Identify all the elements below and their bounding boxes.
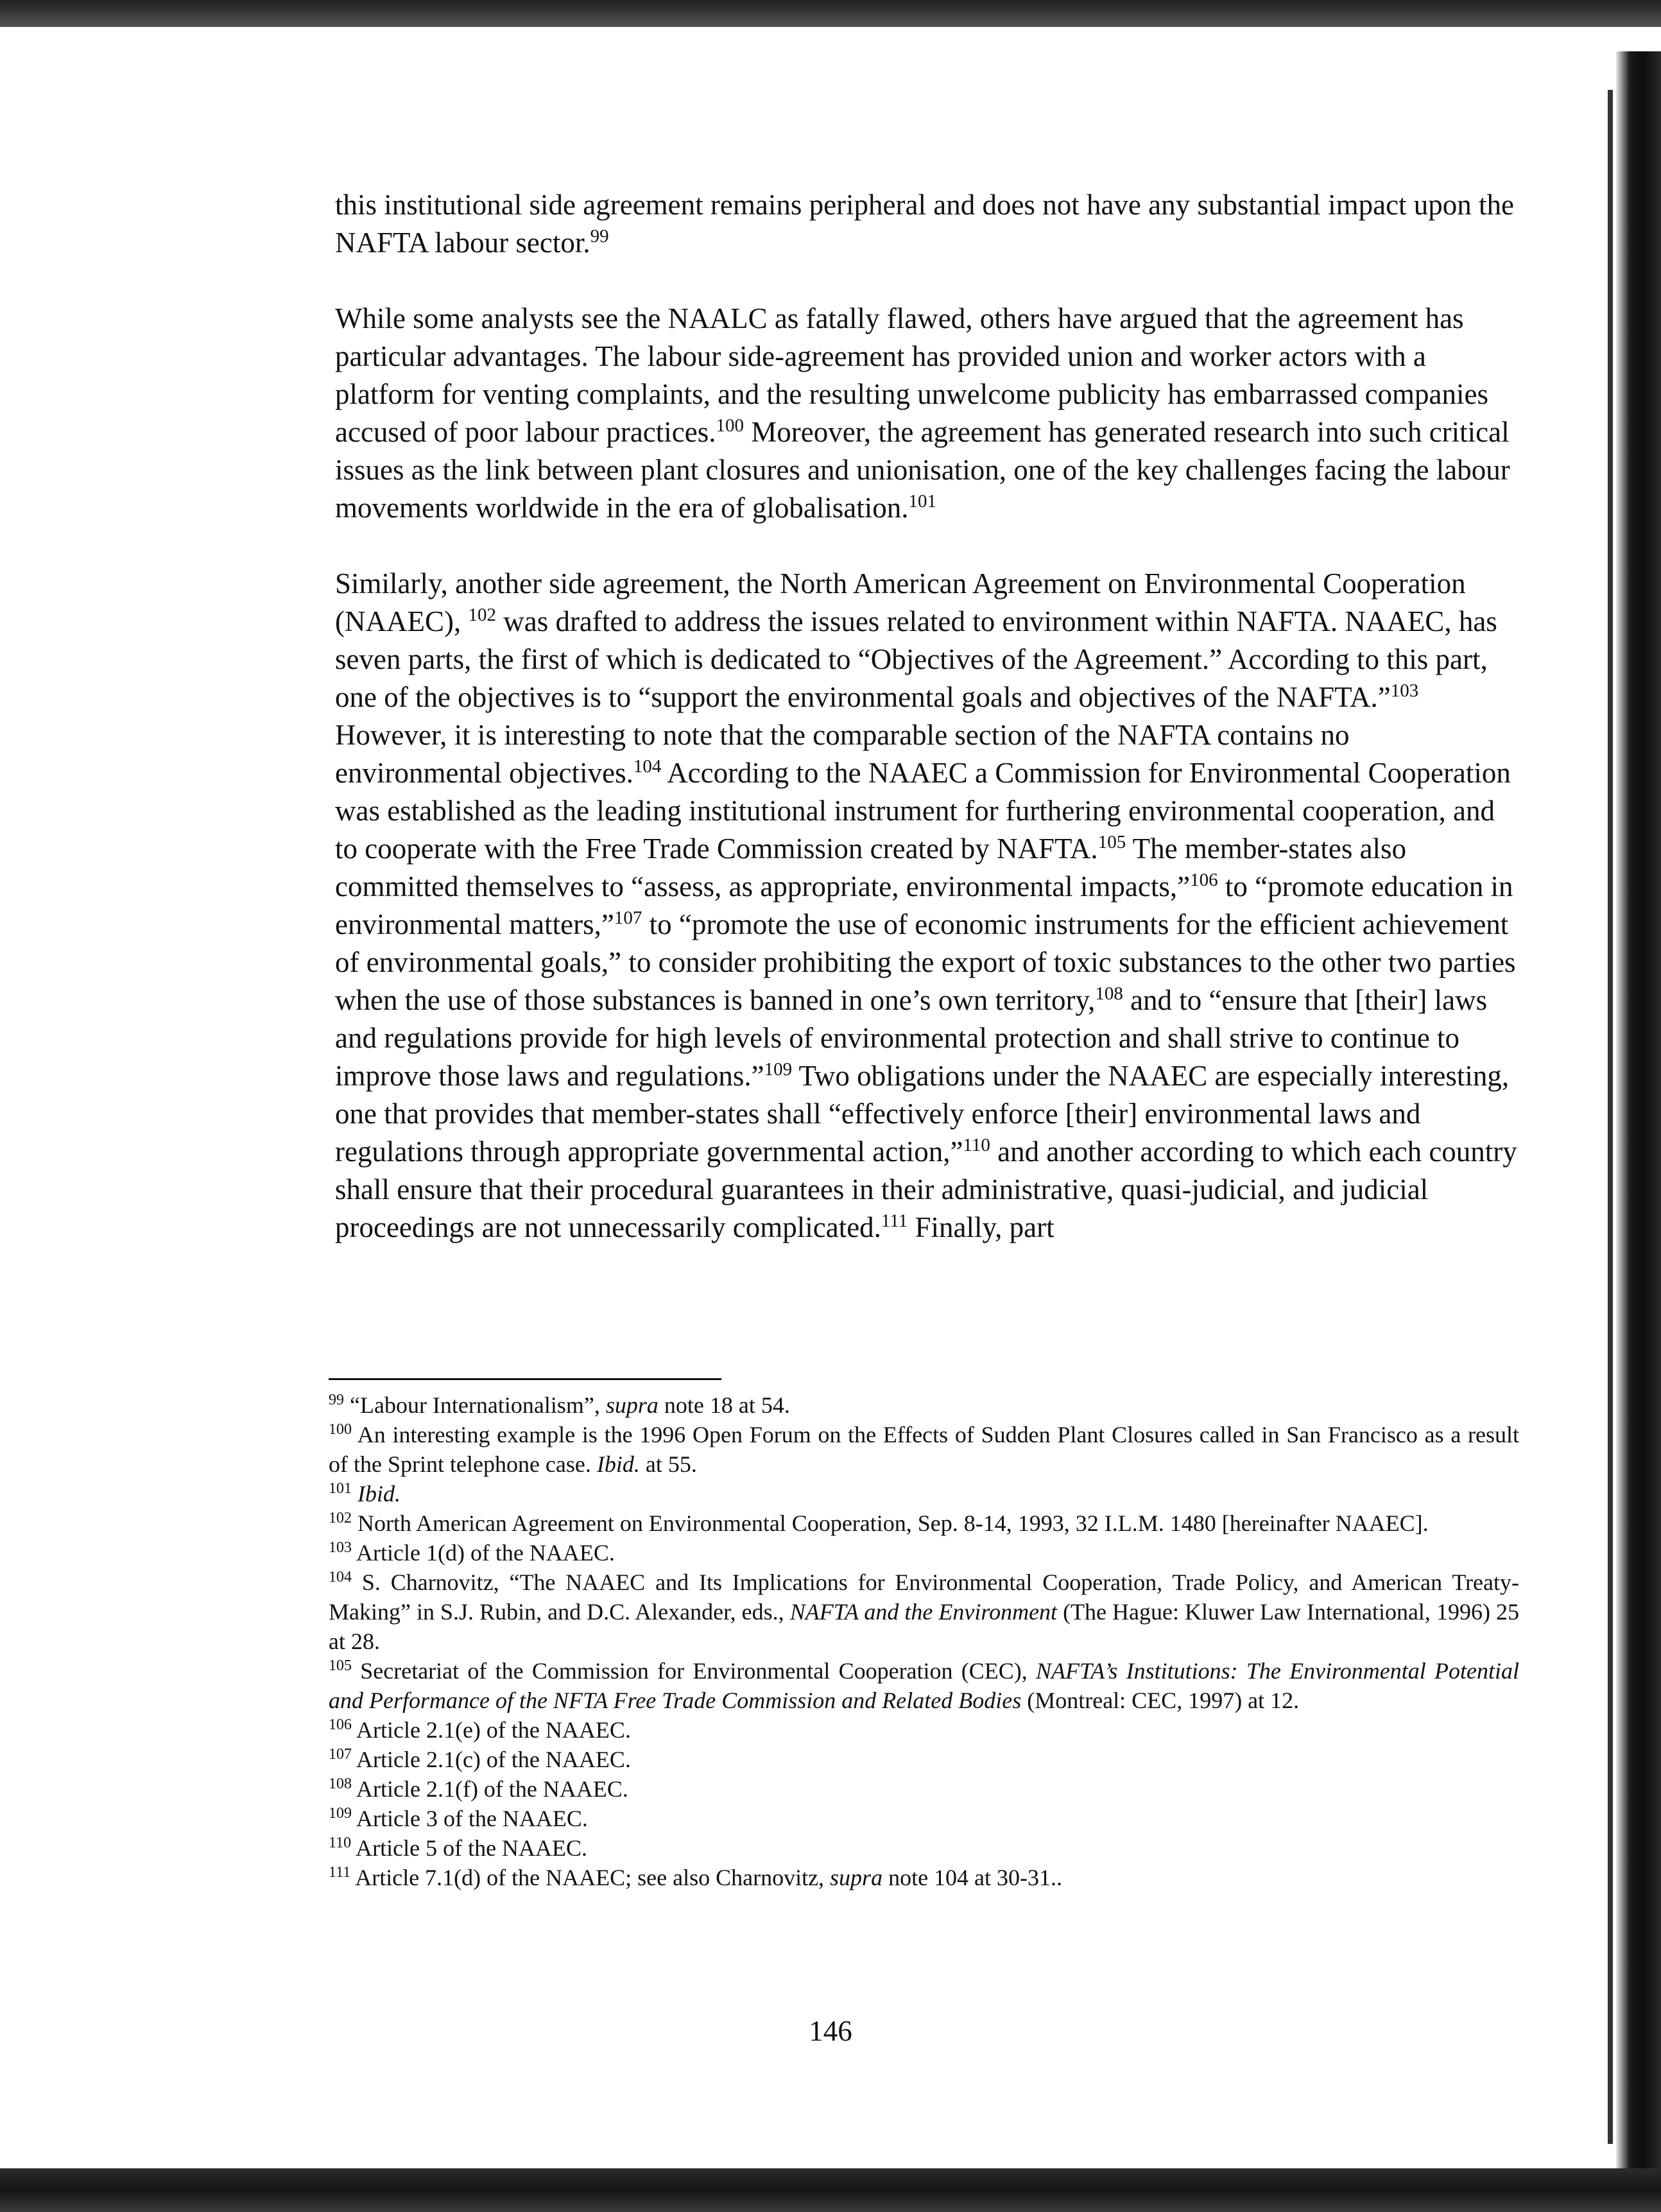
footnote-reference: 102 — [468, 605, 496, 625]
paragraph-text: Two obligations under the NAAEC are especially interesting, one that provides that member-states shall “effectively enforce [their] environmental laws and regulations through appropriate governmental action,” — [335, 1060, 1510, 1168]
paragraph-text: was drafted to address the issues related to environment within NAFTA. NAAEC, has seven parts, the first of which is dedicated to “Objectives of the Agreement.” According to this part, one of the objectives is to “support the environmental goals and objectives of the NAFTA.” — [335, 605, 1497, 713]
footnote — [329, 1774, 1519, 1804]
footnote-text: North American Agreement on Environmental Cooperation, Sep. 8-14, 1993, 32 I.L.M. 1480 [hereinafter NAAEC]. — [357, 1510, 1429, 1536]
footnote-text: Article 2.1(e) of the NAAEC. — [356, 1717, 631, 1743]
footnote — [329, 1863, 1519, 1892]
footnotes — [329, 1390, 1519, 1892]
footnote — [329, 1538, 1519, 1568]
footnote-italic-text: Ibid. — [596, 1451, 640, 1477]
footnote-reference: 110 — [963, 1135, 990, 1155]
paragraph-text: Finally, part — [908, 1211, 1054, 1243]
body-paragraph — [335, 300, 1519, 527]
footnote-text: Article 7.1(d) of the NAAEC; see also Charnovitz, — [355, 1865, 830, 1890]
footnote — [329, 1479, 1519, 1508]
footnote — [329, 1745, 1519, 1774]
page-number: 146 — [809, 2015, 852, 2047]
paragraph-text: and to “ensure that [their] laws and regulations provide for high levels of environmental protection and shall strive to continue to improve those laws and regulations.” — [335, 984, 1488, 1092]
footnote-text: (Montreal: CEC, 1997) at 12. — [1021, 1688, 1300, 1713]
footnote-number: 108 — [329, 1776, 352, 1792]
footnote-text: Article 1(d) of the NAAEC. — [356, 1540, 615, 1566]
footnote-italic-text: supra — [605, 1392, 658, 1418]
footnote-text: Article 5 of the NAAEC. — [356, 1835, 588, 1861]
footnote-number: 107 — [329, 1746, 352, 1763]
body-paragraph — [335, 565, 1519, 1247]
paragraph-text: Moreover, the agreement has generated research into such critical issues as the link between plant closures and unionisation, one of the key challenges facing the labour movements worldwide in the era of globalisation. — [335, 416, 1510, 524]
footnote-text: Secretariat of the Commission for Environmental Cooperation (CEC), — [360, 1658, 1037, 1684]
footnote-number: 99 — [329, 1392, 344, 1408]
footnote — [329, 1568, 1519, 1656]
footnote-number: 105 — [329, 1657, 352, 1674]
paragraph-text: The member-states also committed themselves to “assess, as appropriate, environmental impacts,” — [335, 833, 1407, 903]
footnote-reference: 107 — [614, 908, 642, 928]
paragraph-text: this institutional side agreement remains peripheral and does not have any substantial impact upon the NAFTA labour sector. — [335, 189, 1515, 259]
footnote-italic-text: NAFTA and the Environment — [789, 1599, 1058, 1625]
paragraph-text: to “promote education in environmental matters,” — [335, 870, 1513, 940]
footnote-number: 101 — [329, 1480, 352, 1497]
footnote-text: note 18 at 54. — [658, 1392, 790, 1418]
footnote-number: 106 — [329, 1716, 352, 1733]
footnote-number: 111 — [329, 1864, 351, 1881]
footnote — [329, 1508, 1519, 1538]
footnote — [329, 1656, 1519, 1715]
footnote — [329, 1833, 1519, 1863]
footnote-text: Article 2.1(f) of the NAAEC. — [356, 1776, 628, 1802]
footnote-reference: 100 — [716, 415, 744, 436]
footnote-italic-text: NAFTA’s Institutions: The Environmental Potential and Performance of the NFTA Free Trade Commission and Related Bodies — [329, 1658, 1519, 1713]
paragraph-text: While some analysts see the NAALC as fatally flawed, others have argued that the agreement has particular advantages. The labour side-agreement has provided union and worker actors with a platform for venting complaints, and the resulting unwelcome publicity has embarrassed companies accused of poor labour practices. — [335, 302, 1489, 448]
paragraph-text: However, it is interesting to note that the comparable section of the NAFTA contains no environmental objectives. — [335, 719, 1350, 789]
footnote-reference: 101 — [908, 491, 937, 512]
scan-binding-shadow — [1616, 51, 1661, 2182]
footnote-text: S. Charnovitz, “The NAAEC and Its Implications for Environmental Cooperation, Trade Policy, and American Treaty-Making” in S.J. Rubin, and D.C. Alexander, eds., — [329, 1569, 1519, 1625]
footnote-italic-text: Ibid. — [357, 1481, 400, 1507]
footnote-reference: 104 — [633, 756, 662, 777]
footnote-text: “Labour Internationalism”, — [350, 1392, 606, 1418]
scan-edge-bottom — [0, 2168, 1661, 2212]
paragraph-text: Similarly, another side agreement, the North American Agreement on Environmental Cooperation (NAAEC), — [335, 567, 1466, 637]
paragraph-text: to “promote the use of economic instruments for the efficient achievement of environmental goals,” to consider prohibiting the export of toxic substances to the other two parties when the use of those substances is banned in one’s own territory, — [335, 908, 1516, 1016]
footnote-reference: 109 — [764, 1059, 793, 1080]
body-paragraph — [335, 186, 1519, 262]
footnote-reference: 111 — [881, 1211, 908, 1231]
footnote-number: 110 — [329, 1835, 352, 1851]
footnote-number: 109 — [329, 1805, 352, 1822]
footnote-reference: 106 — [1190, 870, 1218, 890]
paragraph-text: According to the NAAEC a Commission for Environmental Cooperation was established as the leading institutional instrument for furthering environmental cooperation, and to cooperate with the Free Trade Commission created by NAFTA. — [335, 757, 1511, 865]
footnote-text: (The Hague: Kluwer Law International, 1996) 25 at 28. — [329, 1599, 1519, 1654]
footnote-reference: 108 — [1095, 983, 1123, 1004]
footnote-reference: 103 — [1390, 680, 1419, 701]
footnote-reference: 105 — [1097, 832, 1126, 852]
footnote-italic-text: supra — [830, 1865, 883, 1890]
footnote-text: at 55. — [639, 1451, 697, 1477]
scan-binding-line — [1608, 90, 1613, 2144]
body-text — [335, 186, 1519, 1247]
footnote-reference: 99 — [590, 226, 609, 246]
footnote-number: 104 — [329, 1569, 352, 1586]
footnote-separator — [329, 1378, 721, 1380]
footnote-text: Article 3 of the NAAEC. — [356, 1806, 588, 1831]
footnote-number: 100 — [329, 1421, 352, 1438]
footnote-number: 102 — [329, 1510, 352, 1526]
footnote-number: 103 — [329, 1539, 352, 1556]
footnote — [329, 1804, 1519, 1833]
footnote-text: note 104 at 30-31.. — [882, 1865, 1063, 1890]
footnote — [329, 1420, 1519, 1479]
footnote — [329, 1715, 1519, 1745]
scan-edge-top — [0, 0, 1661, 27]
paragraph-text: and another according to which each country shall ensure that their procedural guarantees in their administrative, quasi-judicial, and judicial proceedings are not unnecessarily complicated. — [335, 1136, 1517, 1243]
footnote-text: An interesting example is the 1996 Open Forum on the Effects of Sudden Plant Closures called in San Francisco as a result of the Sprint telephone case. — [329, 1422, 1520, 1477]
footnote — [329, 1390, 1519, 1420]
footnote-text: Article 2.1(c) of the NAAEC. — [356, 1747, 631, 1772]
